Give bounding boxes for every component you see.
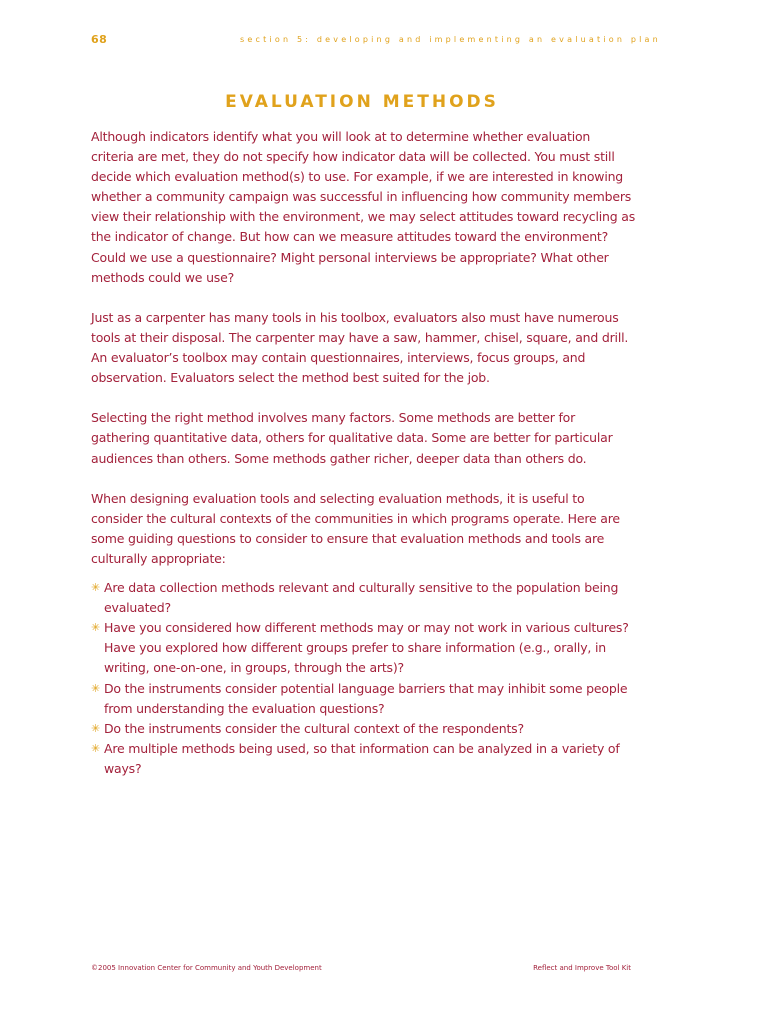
list-item-text: Do the instruments consider potential language barriers that may inhibit some people from understanding the evaluation questions? xyxy=(104,680,628,716)
asterisk-bullet-icon: ✳ xyxy=(91,741,101,755)
paragraph: Just as a carpenter has many tools in his toolbox, evaluators also must have numerous tools at their disposal. The carpenter may have a saw, hammer, chisel, square, and drill. An evaluator’s toolbox may contain questionnaires, interviews, focus groups, and observation. Evaluators select the method best suited for the job. xyxy=(91,309,629,386)
publication-title-footer: Reflect and Improve Tool Kit xyxy=(533,964,631,972)
main-content xyxy=(91,127,636,779)
list-item xyxy=(91,679,636,719)
asterisk-bullet-icon: ✳ xyxy=(91,681,101,695)
list-item-text: Do the instruments consider the cultural context of the respondents? xyxy=(104,720,524,736)
bullet-list xyxy=(91,578,636,779)
copyright-footer: ©2005 Innovation Center for Community and Youth Development xyxy=(91,964,322,972)
paragraph: When designing evaluation tools and selecting evaluation methods, it is useful to consider the cultural contexts of the communities in which programs operate. Here are some guiding questions to consider to ensure that evaluation methods and tools are culturally appropriate: xyxy=(91,490,620,566)
list-item xyxy=(91,719,636,739)
asterisk-bullet-icon: ✳ xyxy=(91,581,101,595)
list-item xyxy=(91,578,636,618)
list-item-text: Have you considered how different methods may or may not work in various cultures? Have you explored how different groups prefer to share information (e.g., orally, in writing, one-on-one, in groups, through the arts)? xyxy=(104,620,629,676)
list-item-text: Are data collection methods relevant and culturally sensitive to the population being evaluated? xyxy=(104,580,619,616)
asterisk-bullet-icon: ✳ xyxy=(91,721,101,735)
list-item xyxy=(91,739,636,779)
list-item xyxy=(91,618,636,678)
asterisk-bullet-icon: ✳ xyxy=(91,621,101,635)
page-title: EVALUATION METHODS xyxy=(225,92,499,112)
paragraph: Although indicators identify what you will look at to determine whether evaluation criteria are met, they do not specify how indicator data will be collected. You must still decide which evaluation method(s) to use. For example, if we are interested in knowing whether a community campaign was successful in influencing how community members view their relationship with the environment, we may select attitudes toward recycling as the indicator of change. But how can we measure attitudes toward the environment? Could we use a questionnaire? Might personal interviews be appropriate? What other methods could we use? xyxy=(91,129,636,285)
page-number: 68 xyxy=(91,33,108,46)
paragraph: Selecting the right method involves many factors. Some methods are better for gathering quantitative data, others for qualitative data. Some are better for particular audiences than others. Some methods gather richer, deeper data than others do. xyxy=(91,410,613,466)
list-item-text: Are multiple methods being used, so that information can be analyzed in a variety of ways? xyxy=(104,740,620,776)
running-header: section 5: developing and implementing an evaluation plan xyxy=(240,35,661,44)
